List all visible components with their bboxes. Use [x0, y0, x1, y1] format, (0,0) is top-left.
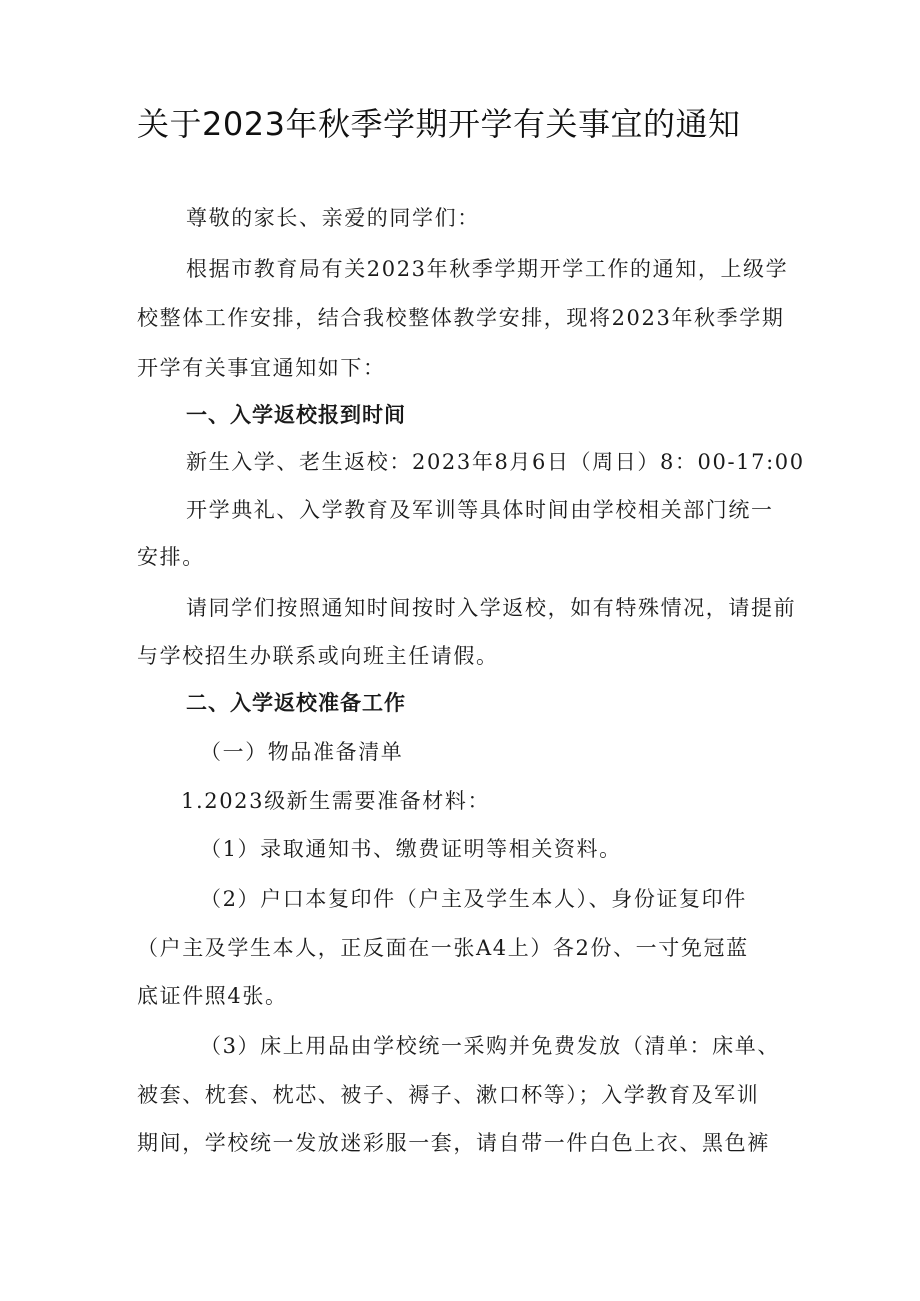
list-item-3-line-2: 被套、枕套、枕芯、被子、褥子、漱口杯等）；入学教育及军训: [137, 1083, 760, 1107]
list-item-3-line-3: 期间，学校统一发放迷彩服一套，请自带一件白色上衣、黑色裤: [137, 1131, 770, 1155]
intro-paragraph-line-3: 开学有关事宜通知如下：: [137, 356, 386, 380]
section-heading-1: 一、入学返校报到时间: [186, 403, 406, 427]
salutation: 尊敬的家长、亲爱的同学们：: [186, 206, 480, 230]
ceremony-paragraph-line-2: 安排。: [137, 545, 205, 569]
list-heading: 1.2023级新生需要准备材料：: [181, 789, 491, 813]
report-time-line: 新生入学、老生返校：2023年8月6日（周日）8：00-17:00: [186, 450, 805, 474]
subsection-heading: （一）物品准备清单: [200, 740, 404, 764]
notice-paragraph-line-2: 与学校招生办联系或向班主任请假。: [137, 644, 499, 668]
section-heading-2: 二、入学返校准备工作: [186, 691, 406, 715]
list-item-2-line-2: （户主及学生本人，正反面在一张A4上）各2份、一寸免冠蓝: [137, 936, 749, 960]
list-item-1: （1）录取通知书、缴费证明等相关资料。: [200, 837, 622, 861]
intro-paragraph-line-1: 根据市教育局有关2023年秋季学期开学工作的通知，上级学: [186, 257, 789, 281]
list-item-2-line-3: 底证件照4张。: [137, 984, 288, 1008]
intro-paragraph-line-2: 校整体工作安排，结合我校整体教学安排，现将2023年秋季学期: [137, 306, 785, 330]
document-title: 关于2023年秋季学期开学有关事宜的通知: [137, 105, 741, 143]
list-item-2-line-1: （2）户口本复印件（户主及学生本人）、身份证复印件: [200, 887, 747, 911]
list-item-3-line-1: （3）床上用品由学校统一采购并免费发放（清单：床单、: [200, 1034, 780, 1058]
ceremony-paragraph-line-1: 开学典礼、入学教育及军训等具体时间由学校相关部门统一: [186, 498, 774, 522]
notice-paragraph-line-1: 请同学们按照通知时间按时入学返校，如有特殊情况，请提前: [186, 596, 797, 620]
